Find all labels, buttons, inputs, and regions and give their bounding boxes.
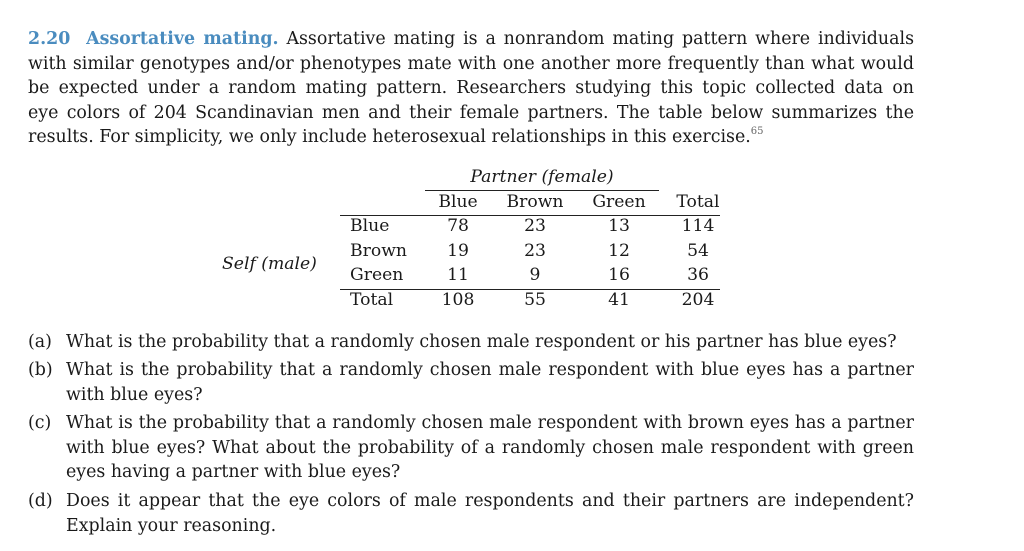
intro-text-end: results. For simplicity, we only include heterosexual relationships in this exercise.: [28, 127, 751, 147]
intro-line-4: eye colors of 204 Scandinavian men and their female partners. The table below summarizes the: [28, 102, 914, 123]
col-header-blue: Blue: [438, 192, 478, 212]
table-cell: 114: [681, 216, 715, 236]
table-cell: 78: [447, 216, 469, 236]
footnote-mark: 65: [750, 126, 764, 137]
table-cell: 13: [608, 216, 630, 236]
question-line: What is the probability that a randomly chosen male respondent with blue eyes has a partner: [66, 360, 914, 380]
table-cell: 16: [608, 265, 630, 285]
exercise-title: Assortative mating.: [86, 29, 279, 49]
table-cell: 23: [524, 241, 546, 261]
intro-line-2: with similar genotypes and/or phenotypes mate with one another more frequently than what would: [28, 53, 914, 74]
table-cell: 41: [608, 290, 630, 310]
exercise-number: 2.20: [28, 29, 71, 49]
question-line: What is the probability that a randomly chosen male respondent or his partner has blue eyes?: [66, 332, 897, 352]
table-cell: 55: [524, 290, 546, 310]
col-header-green: Green: [592, 192, 646, 212]
question-line: What is the probability that a randomly chosen male respondent with brown eyes has a partner: [66, 413, 914, 433]
question-line: Does it appear that the eye colors of male respondents and their partners are independent?: [66, 491, 914, 511]
question-label: (d): [28, 491, 53, 511]
question-label: (a): [28, 332, 52, 352]
intro-text: Assortative mating is a nonrandom mating pattern where individuals: [286, 29, 914, 49]
question-line: with blue eyes? What about the probability of a randomly chosen male respondent with green: [66, 437, 914, 458]
row-label-blue: Blue: [350, 216, 390, 236]
table-cell: 12: [608, 241, 630, 261]
intro-line-3: be expected under a random mating pattern. Researchers studying this topic collected data on: [28, 78, 914, 98]
table-cell: 19: [447, 241, 469, 261]
question-line: eyes having a partner with blue eyes?: [66, 462, 401, 482]
row-label-total: Total: [350, 290, 394, 310]
row-group-label: Self (male): [222, 254, 317, 274]
question-label: (b): [28, 360, 53, 380]
table-cell: 23: [524, 216, 546, 236]
table-cell: 36: [687, 265, 709, 285]
table-cell: 54: [687, 241, 709, 261]
col-header-total: Total: [676, 192, 720, 212]
table-cell: 108: [441, 290, 475, 310]
col-group-label: Partner (female): [470, 167, 614, 187]
col-header-brown: Brown: [506, 192, 564, 212]
question-line: Explain your reasoning.: [66, 515, 277, 536]
table-cell: 11: [447, 265, 469, 285]
question-label: (c): [28, 413, 52, 433]
table-cell: 9: [529, 265, 541, 285]
question-line: with blue eyes?: [66, 384, 203, 405]
row-label-brown: Brown: [350, 241, 407, 261]
row-label-green: Green: [350, 265, 404, 285]
table-cell: 204: [681, 290, 715, 310]
